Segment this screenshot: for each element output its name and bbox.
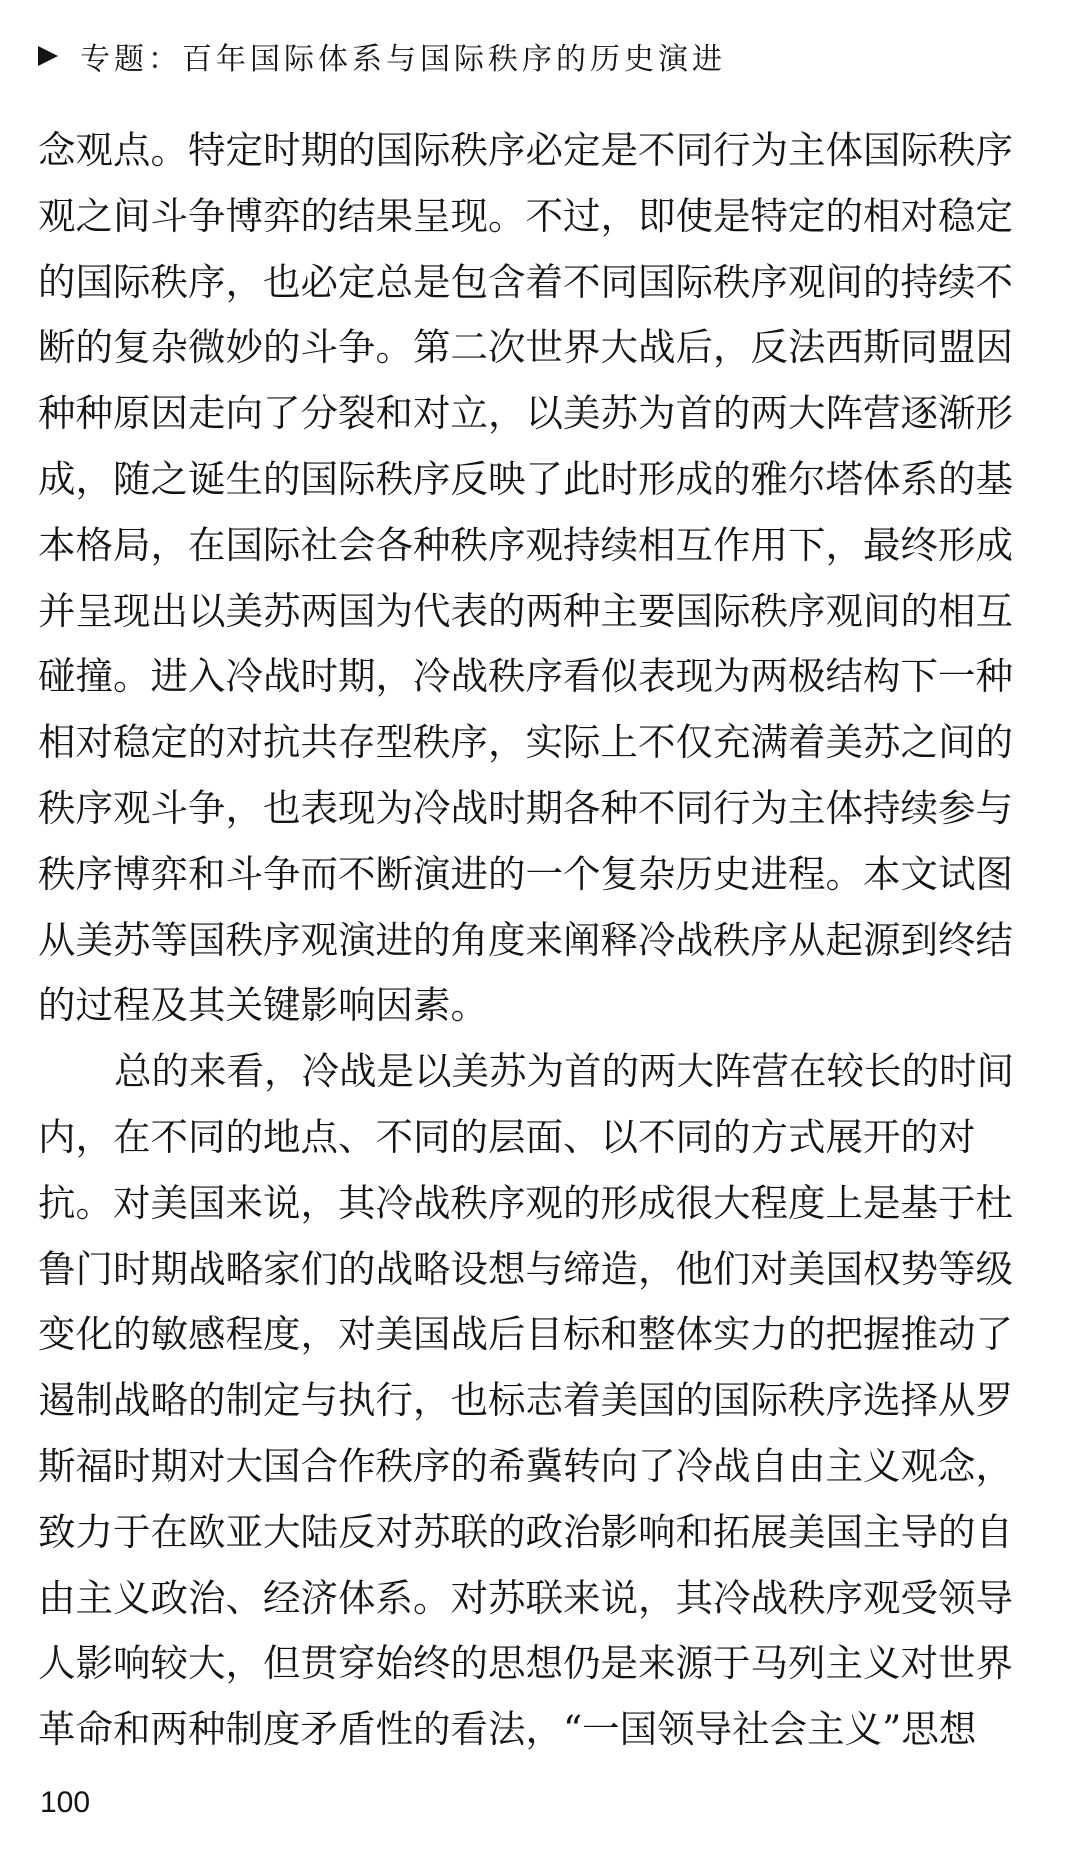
text-line: 从美苏等国秩序观演进的角度来阐释冷战秩序从起源到终结 <box>38 917 1013 962</box>
text-line: 斯福时期对大国合作秩序的希冀转向了冷战自由主义观念， <box>38 1443 1013 1488</box>
text-line: 变化的敏感程度，对美国战后目标和整体实力的把握推动了 <box>38 1312 1013 1357</box>
body-text <box>38 118 1048 1763</box>
text-line: 由主义政治、经济体系。对苏联来说，其冷战秩序观受领导 <box>38 1575 1013 1620</box>
text-line: 种种原因走向了分裂和对立，以美苏为首的两大阵营逐渐形 <box>38 391 1013 436</box>
text-line: 碰撞。进入冷战时期，冷战秩序看似表现为两极结构下一种 <box>38 654 1013 699</box>
text-line: 革命和两种制度矛盾性的看法，“一国领导社会主义”思想 <box>38 1707 977 1752</box>
text-line: 遏制战略的制定与执行，也标志着美国的国际秩序选择从罗 <box>38 1378 1013 1423</box>
text-line: 人影响较大，但贯穿始终的思想仍是来源于马列主义对世界 <box>38 1641 1013 1686</box>
text-line: 内，在不同的地点、不同的层面、以不同的方式展开的对 <box>38 1114 976 1159</box>
text-line: 念观点。特定时期的国际秩序必定是不同行为主体国际秩序 <box>38 128 1013 172</box>
text-line: 并呈现出以美苏两国为代表的两种主要国际秩序观间的相互 <box>38 588 1013 633</box>
text-line: 的国际秩序，也必定总是包含着不同国际秩序观间的持续不 <box>38 259 1013 304</box>
running-header-title: 专题：百年国际体系与国际秩序的历史演进 <box>80 42 726 77</box>
text-line: 致力于在欧亚大陆反对苏联的政治影响和拓展美国主导的自 <box>38 1509 1013 1554</box>
page-number: 100 <box>40 1786 91 1819</box>
text-line: 观之间斗争博弈的结果呈现。不过，即使是特定的相对稳定 <box>38 193 1013 238</box>
text-line: 成，随之诞生的国际秩序反映了此时形成的雅尔塔体系的基 <box>38 456 1013 501</box>
text-line: 本格局，在国际社会各种秩序观持续相互作用下，最终形成 <box>38 522 1013 567</box>
text-line: 的过程及其关键影响因素。 <box>38 983 488 1028</box>
text-line: 秩序博弈和斗争而不断演进的一个复杂历史进程。本文试图 <box>38 851 1013 896</box>
right-triangle-icon <box>38 46 58 66</box>
text-line: 相对稳定的对抗共存型秩序，实际上不仅充满着美苏之间的 <box>38 720 1013 765</box>
running-header <box>38 34 726 78</box>
text-line: 秩序观斗争，也表现为冷战时期各种不同行为主体持续参与 <box>38 785 1013 830</box>
text-line: 抗。对美国来说，其冷战秩序观的形成很大程度上是基于杜 <box>38 1180 1013 1225</box>
text-line: 断的复杂微妙的斗争。第二次世界大战后，反法西斯同盟因 <box>38 325 1013 370</box>
paragraph-first-line: 总的来看，冷战是以美苏为首的两大阵营在较长的时间 <box>114 1049 1014 1094</box>
text-line: 鲁门时期战略家们的战略设想与缔造，他们对美国权势等级 <box>38 1246 1013 1291</box>
